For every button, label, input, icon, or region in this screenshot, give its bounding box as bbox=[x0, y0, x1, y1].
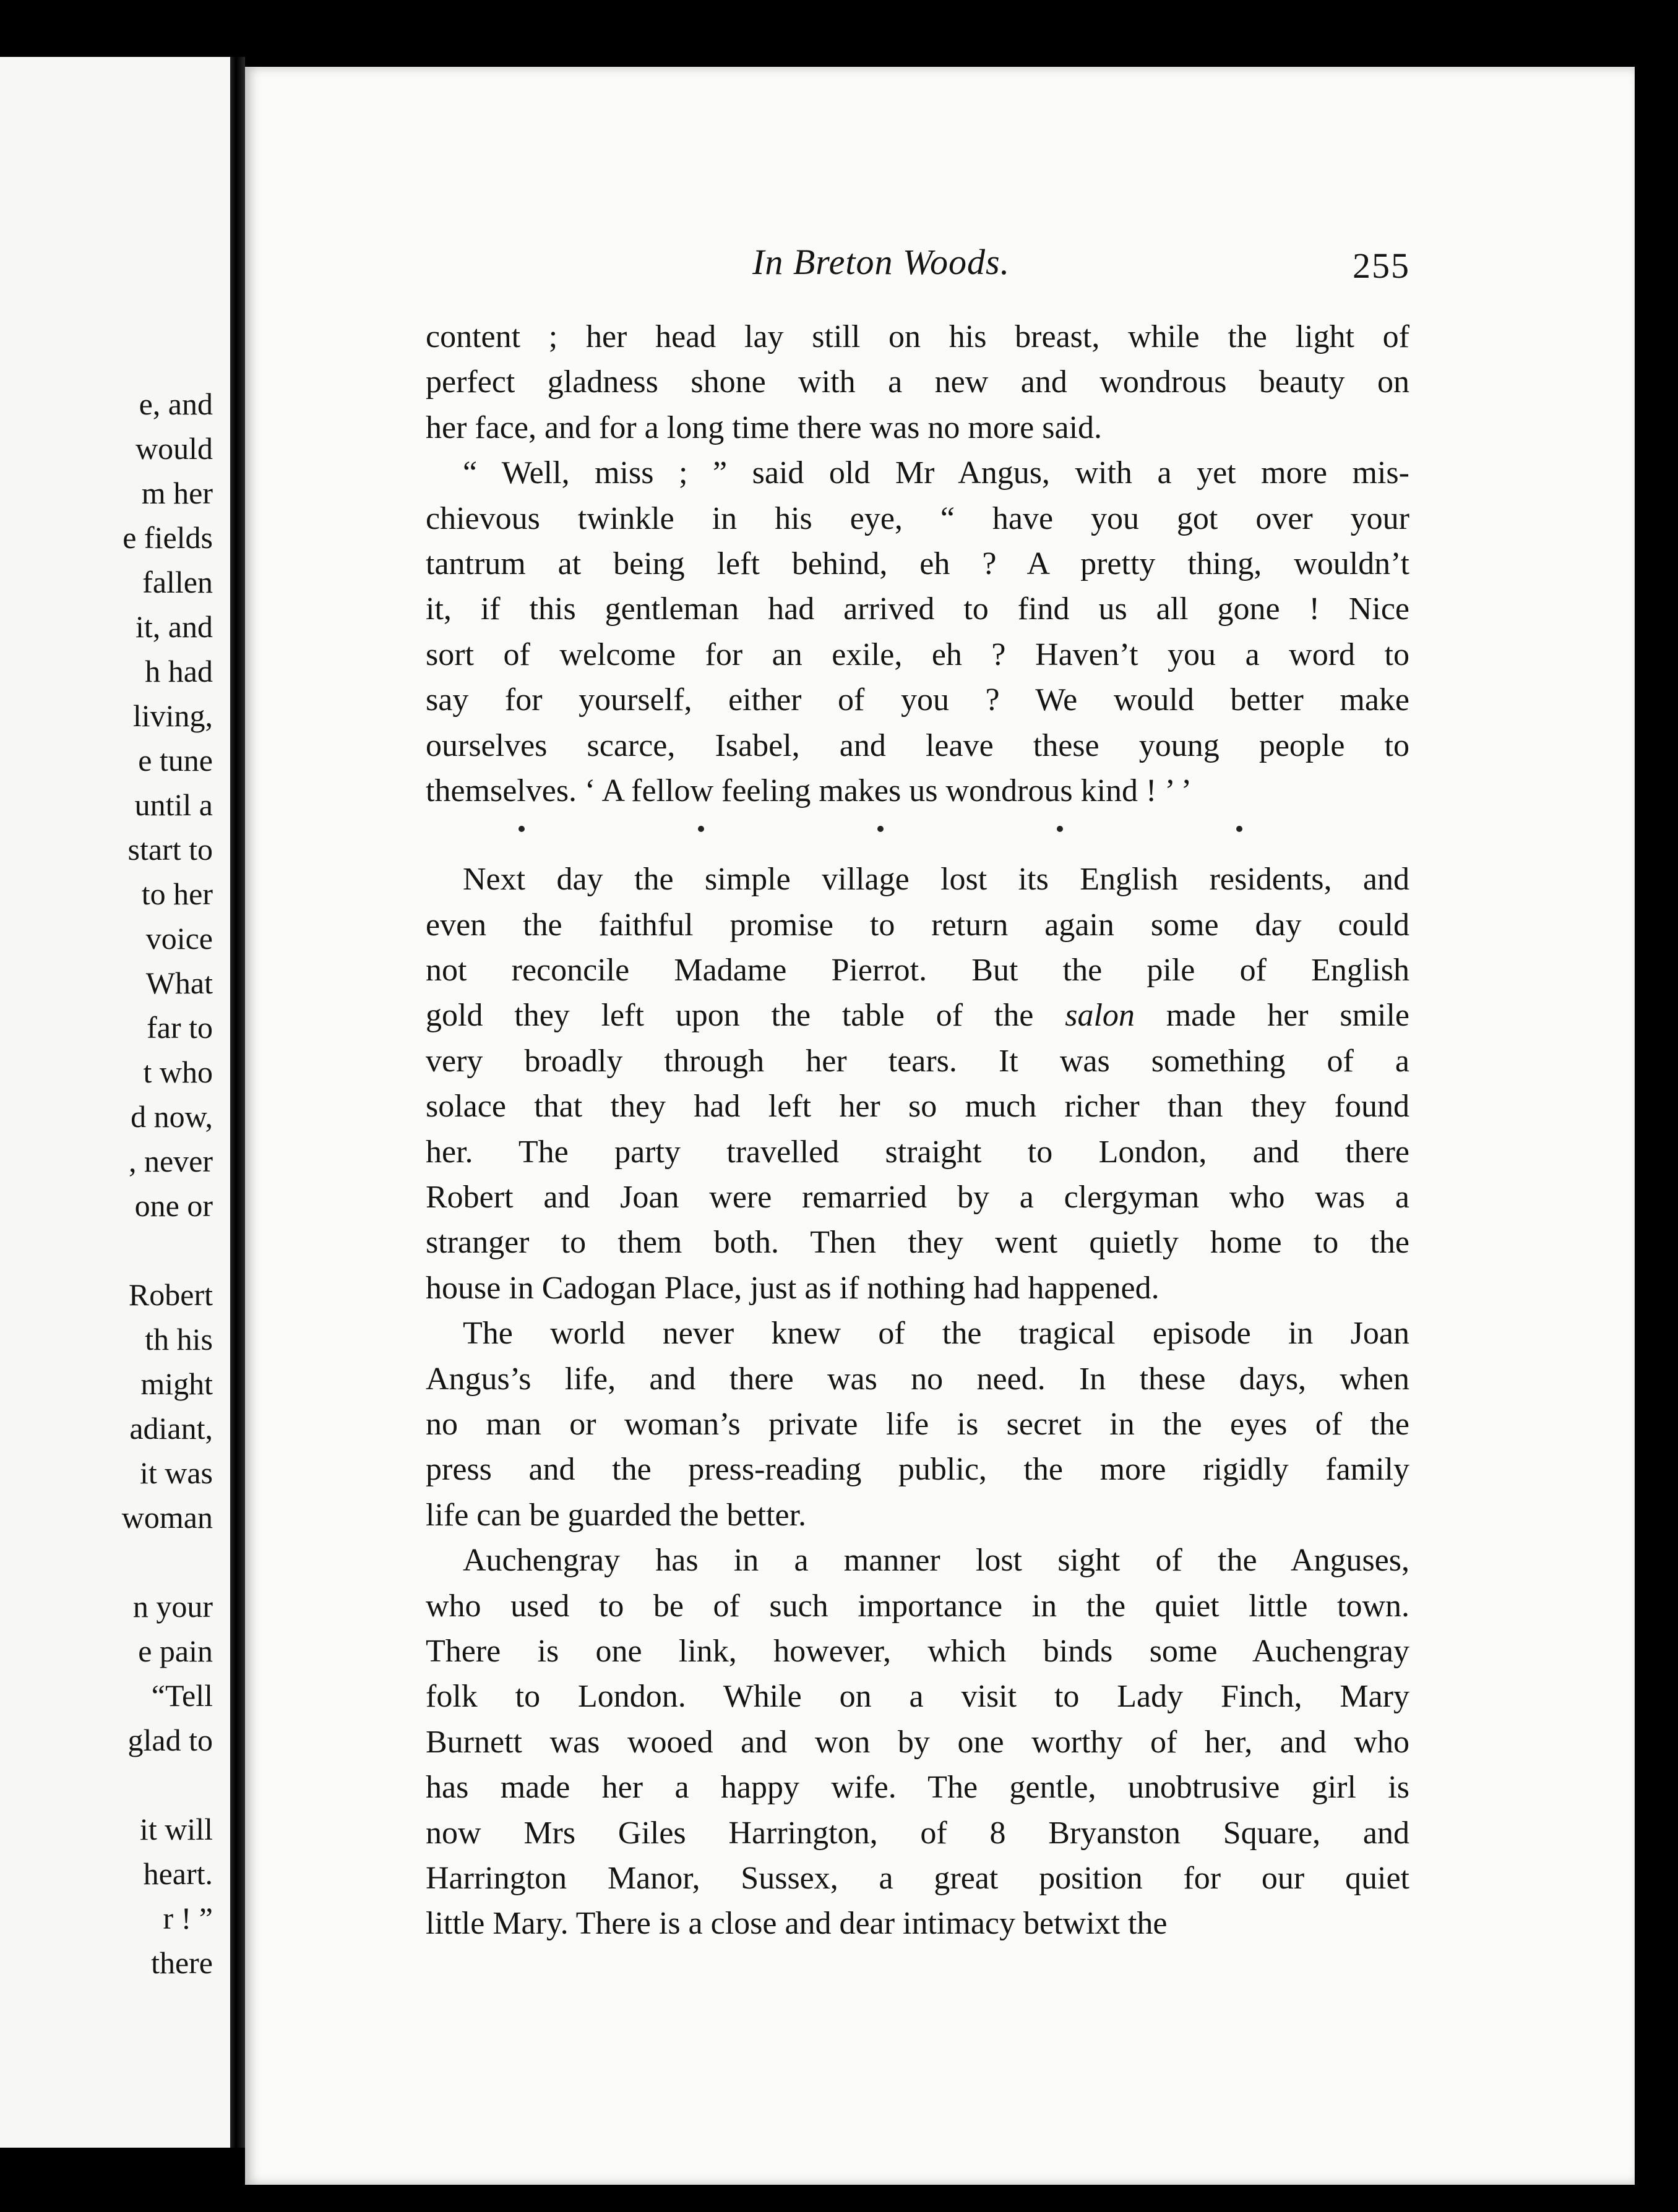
text-line: sort of welcome for an exile, eh ? Haven’t you a word to bbox=[426, 637, 1409, 672]
text-line: tantrum at being left behind, eh ? A pretty thing, wouldn’t bbox=[426, 546, 1409, 581]
paragraph bbox=[426, 1311, 1409, 1538]
text-line: it, if this gentleman had arrived to find us all gone ! Nice bbox=[426, 591, 1409, 627]
text-line: now Mrs Giles Harrington, of 8 Bryanston Square, and bbox=[426, 1815, 1409, 1851]
text-line: The world never knew of the tragical episode in Joan bbox=[463, 1316, 1409, 1352]
facing-page-line bbox=[0, 961, 213, 1005]
facing-page-line bbox=[0, 872, 213, 916]
text-line: folk to London. While on a visit to Lady Finch, Mary bbox=[426, 1679, 1409, 1715]
text-line: Auchengray has in a manner lost sight of the Anguses, bbox=[463, 1543, 1409, 1579]
text-line: solace that they had left her so much richer than they found bbox=[426, 1089, 1409, 1125]
break-dot bbox=[877, 826, 884, 832]
facing-page-line bbox=[0, 1317, 213, 1361]
facing-page-line-text: adiant, bbox=[129, 1411, 213, 1446]
paragraph bbox=[426, 450, 1409, 813]
facing-page-line-text: r ! ” bbox=[163, 1901, 213, 1936]
facing-page-line-text: t who bbox=[143, 1055, 213, 1089]
text-line: house in Cadogan Place, just as if nothing had happened. bbox=[426, 1270, 1160, 1306]
facing-page-line-text: it, and bbox=[136, 609, 213, 644]
text-line: little Mary. There is a close and dear intimacy betwixt the bbox=[426, 1906, 1168, 1942]
facing-page-line-text: heart. bbox=[143, 1856, 213, 1891]
body-text bbox=[426, 314, 1409, 1947]
facing-page-line-text: glad to bbox=[127, 1723, 213, 1757]
facing-page-line-text: it will bbox=[139, 1812, 213, 1846]
facing-page-line bbox=[0, 382, 213, 426]
text-line: themselves. ‘ A fellow feeling makes us wondrous kind ! ’ ’ bbox=[426, 773, 1192, 808]
facing-page-line bbox=[0, 1361, 213, 1406]
facing-page-line bbox=[0, 1584, 213, 1629]
facing-page-line bbox=[0, 1005, 213, 1050]
facing-page-line bbox=[0, 1406, 213, 1451]
text-line: has made her a happy wife. The gentle, unobtrusive girl is bbox=[426, 1770, 1409, 1806]
facing-page-line bbox=[0, 515, 213, 560]
facing-page-line-text: there bbox=[151, 1945, 213, 1980]
text-line: perfect gladness shone with a new and wondrous beauty on bbox=[426, 364, 1409, 400]
facing-page-line-text: might bbox=[140, 1366, 213, 1401]
facing-page-line bbox=[0, 782, 213, 827]
facing-page-line bbox=[0, 827, 213, 872]
text-line: stranger to them both. Then they went quietly home to the bbox=[426, 1225, 1409, 1261]
facing-page-line bbox=[0, 1272, 213, 1317]
text-line: her. The party travelled straight to London, and there bbox=[426, 1134, 1409, 1170]
text-line: not reconcile Madame Pierrot. But the pile of English bbox=[426, 953, 1409, 988]
text-line: Harrington Manor, Sussex, a great position for our quiet bbox=[426, 1860, 1409, 1896]
facing-page-line-text: until a bbox=[134, 787, 213, 822]
section-break-dots bbox=[426, 813, 1409, 857]
facing-page-line bbox=[0, 1050, 213, 1094]
text-line: There is one link, however, which binds some Auchengray bbox=[426, 1633, 1409, 1669]
paragraph bbox=[426, 857, 1409, 1311]
facing-page-line-text: fallen bbox=[142, 565, 213, 599]
paragraph bbox=[426, 314, 1409, 450]
facing-page-line bbox=[0, 471, 213, 515]
text-line: Robert and Joan were remarried by a clergyman who was a bbox=[426, 1180, 1409, 1215]
facing-page-line-text: What bbox=[145, 966, 213, 1000]
break-dot bbox=[1057, 826, 1063, 832]
facing-page-line bbox=[0, 693, 213, 738]
facing-page-line bbox=[0, 1495, 213, 1540]
facing-page-line-text: d now, bbox=[131, 1099, 213, 1134]
text-line: Angus’s life, and there was no need. In these days, when bbox=[426, 1361, 1409, 1397]
text-line: very broadly through her tears. It was something of a bbox=[426, 1043, 1409, 1079]
running-title: In Breton Woods. bbox=[752, 242, 1010, 282]
text-line: no man or woman’s private life is secret in the eyes of the bbox=[426, 1406, 1409, 1442]
facing-page-line-text: n your bbox=[132, 1589, 213, 1624]
text-line: Burnett was wooed and won by one worthy of her, and who bbox=[426, 1724, 1409, 1760]
text-line: “ Well, miss ; ” said old Mr Angus, with a yet more mis- bbox=[463, 455, 1409, 491]
facing-page-line-text: it was bbox=[139, 1455, 213, 1490]
facing-page-line-text: voice bbox=[145, 921, 213, 956]
paragraph bbox=[426, 1538, 1409, 1947]
facing-page-line bbox=[0, 1762, 106, 1807]
text-line: gold they left upon the table of the salon made her smile bbox=[426, 998, 1409, 1034]
facing-page-line bbox=[0, 1940, 213, 1985]
break-dot bbox=[698, 826, 704, 832]
facing-page-line bbox=[0, 560, 213, 604]
facing-page-line-text: e tune bbox=[138, 743, 213, 778]
text-line: Next day the simple village lost its English residents, and bbox=[463, 862, 1409, 898]
facing-page-line bbox=[0, 649, 213, 693]
facing-page-line-text: “Tell bbox=[151, 1678, 213, 1713]
facing-page-fragment bbox=[0, 57, 230, 2148]
facing-page-line-text: , never bbox=[128, 1144, 213, 1178]
facing-page-line bbox=[0, 1183, 213, 1228]
text-line: who used to be of such importance in the quiet little town. bbox=[426, 1588, 1409, 1624]
facing-page-line bbox=[0, 1228, 106, 1272]
facing-page-line bbox=[0, 738, 213, 782]
facing-page-line-text: e pain bbox=[138, 1634, 213, 1668]
facing-page-line bbox=[0, 604, 213, 649]
text-line: content ; her head lay still on his breast, while the light of bbox=[426, 319, 1409, 354]
facing-page-line-text: one or bbox=[134, 1188, 213, 1223]
facing-page-line-text: start to bbox=[127, 832, 213, 867]
page-header bbox=[245, 241, 1635, 297]
facing-page-line bbox=[0, 1139, 213, 1183]
break-dot bbox=[1236, 826, 1242, 832]
facing-page-line bbox=[0, 1807, 213, 1851]
facing-page-line-text: woman bbox=[121, 1500, 213, 1535]
text-line: her face, and for a long time there was no more said. bbox=[426, 409, 1103, 445]
text-line: press and the press-reading public, the more rigidly family bbox=[426, 1452, 1409, 1488]
facing-page-line-text: th his bbox=[145, 1322, 213, 1357]
facing-page-line bbox=[0, 1629, 213, 1673]
break-dot bbox=[518, 826, 525, 832]
text-line: even the faithful promise to return again some day could bbox=[426, 907, 1409, 943]
facing-page-line bbox=[0, 1540, 106, 1584]
text-line: ourselves scarce, Isabel, and leave these young people to bbox=[426, 727, 1409, 763]
facing-page-text bbox=[0, 382, 213, 1985]
facing-page-line bbox=[0, 1673, 213, 1718]
facing-page-line bbox=[0, 426, 213, 471]
facing-page-line-text: h had bbox=[145, 654, 213, 688]
facing-page-line-text: living, bbox=[132, 698, 213, 733]
facing-page-line-text: Robert bbox=[128, 1277, 213, 1312]
page-number: 255 bbox=[1353, 246, 1410, 286]
text-line: life can be guarded the better. bbox=[426, 1497, 807, 1533]
facing-page-line bbox=[0, 1094, 213, 1139]
facing-page-line bbox=[0, 1896, 213, 1940]
facing-page-line bbox=[0, 1718, 213, 1762]
facing-page-line-text: far to bbox=[147, 1010, 213, 1045]
text-line: say for yourself, either of you ? We would better make bbox=[426, 682, 1409, 718]
italic-word: salon bbox=[1065, 998, 1135, 1034]
facing-page-line bbox=[0, 916, 213, 961]
facing-page-line-text: e, and bbox=[139, 387, 213, 421]
facing-page-line-text: e fields bbox=[123, 520, 213, 555]
text-line: chievous twinkle in his eye, “ have you got over your bbox=[426, 500, 1409, 536]
book-gutter bbox=[230, 57, 245, 2148]
facing-page-line-text: would bbox=[136, 431, 213, 466]
facing-page-line-text: m her bbox=[141, 476, 213, 510]
facing-page-line bbox=[0, 1851, 213, 1896]
facing-page-line-text: to her bbox=[141, 877, 213, 911]
facing-page-line bbox=[0, 1451, 213, 1495]
book-page bbox=[245, 67, 1635, 2185]
